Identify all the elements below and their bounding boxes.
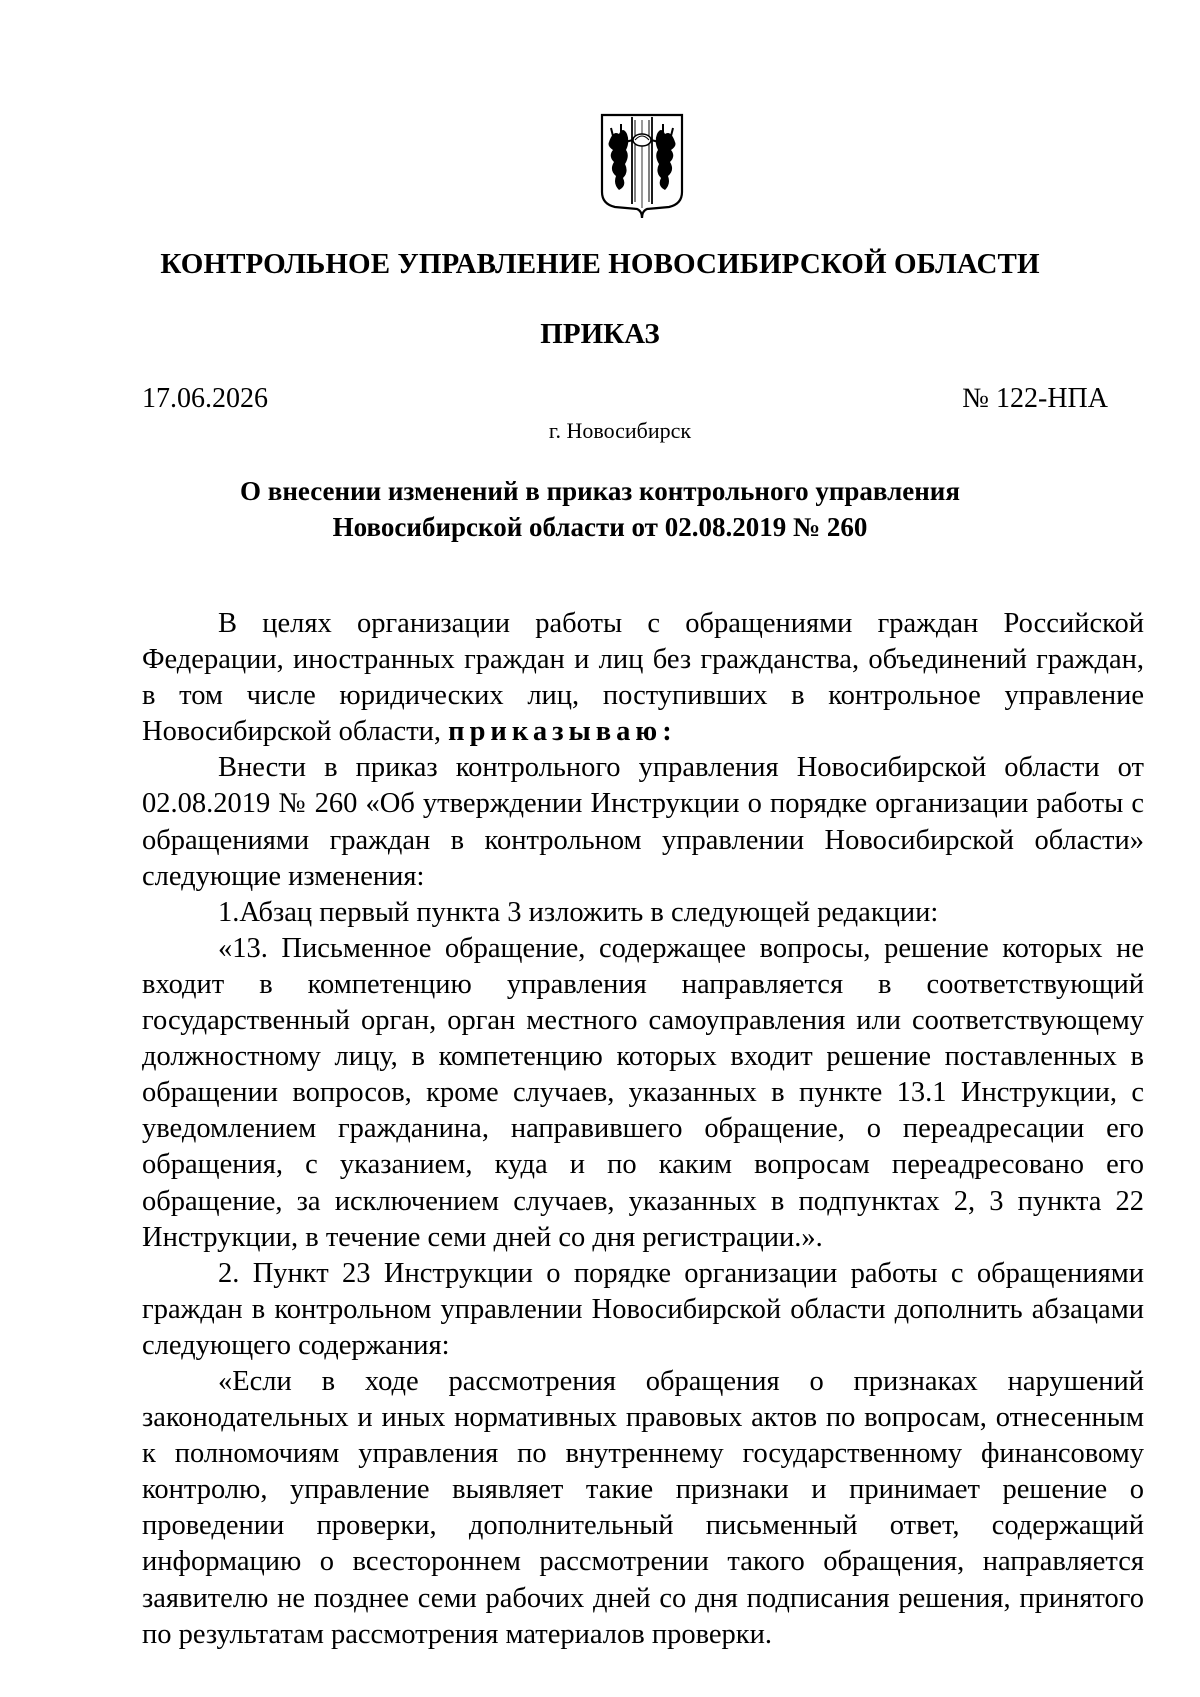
document-type: ПРИКАЗ <box>540 318 660 350</box>
subject-line-1: О внесении изменений в приказ контрольного управления <box>240 476 960 506</box>
order-keyword: приказываю: <box>448 716 677 748</box>
document-body <box>142 606 1144 1653</box>
document-subject <box>0 473 1200 545</box>
document-number: № 122-НПА <box>962 383 1108 414</box>
coat-of-arms-icon <box>599 112 685 220</box>
paragraph-item-23-addition: «Если в ходе рассмотрения обращения о признаках нарушений законодательных и иных нормативных правовых актов по вопросам, отнесенным к полномочиям управления по внутреннему государственному финансовому контролю, управление выявляет такие признаки и принимает решение о проведении проверки, дополнительный письменный ответ, содержащий информацию о всестороннем рассмотрении такого обращения, направляется заявителю не позднее семи рабочих дней со дня подписания решения, принятого по результатам рассмотрения материалов проверки. <box>142 1365 1144 1650</box>
organization-title: КОНТРОЛЬНОЕ УПРАВЛЕНИЕ НОВОСИБИРСКОЙ ОБЛАСТИ <box>160 248 1040 280</box>
paragraph-item-1: 1.Абзац первый пункта 3 изложить в следующей редакции: <box>218 896 939 928</box>
paragraph-item-2: 2. Пункт 23 Инструкции о порядке организации работы с обращениями граждан в контрольном управлении Новосибирской области дополнить абзацами следующего содержания: <box>142 1257 1144 1361</box>
document-date: 17.06.2026 <box>142 383 268 414</box>
document-city: г. Новосибирск <box>548 418 692 443</box>
paragraph-amend-intro: Внести в приказ контрольного управления Новосибирской области от 02.08.2019 № 260 «Об утверждении Инструкции о порядке организации работы с обращениями граждан в контрольном управлении Новосибирской области» следующие изменения: <box>142 752 1144 892</box>
preamble-text: В целях организации работы с обращениями граждан Российской Федерации, иностранных граждан и лиц без гражданства, объединений граждан, в том числе юридических лиц, поступивших в контрольное управление Новосибирской области, <box>142 608 1144 748</box>
subject-line-2: Новосибирской области от 02.08.2019 № 260 <box>332 512 868 542</box>
paragraph-item-13-text: «13. Письменное обращение, содержащее вопросы, решение которых не входит в компетенцию управления направляется в соответствующий государственный орган, орган местного самоуправления или соответствующему должностному лицу, в компетенцию которых входит решение поставленных в обращении вопросов, кроме случаев, указанных в пункте 13.1 Инструкции, с уведомлением гражданина, направившего обращение, о переадресации его обращения, с указанием, куда и по каким вопросам переадресовано его обращение, за исключением случаев, указанных в подпунктах 2, 3 пункта 22 Инструкции, в течение семи дней со дня регистрации.». <box>142 932 1144 1253</box>
paragraph-preamble <box>142 606 1144 750</box>
